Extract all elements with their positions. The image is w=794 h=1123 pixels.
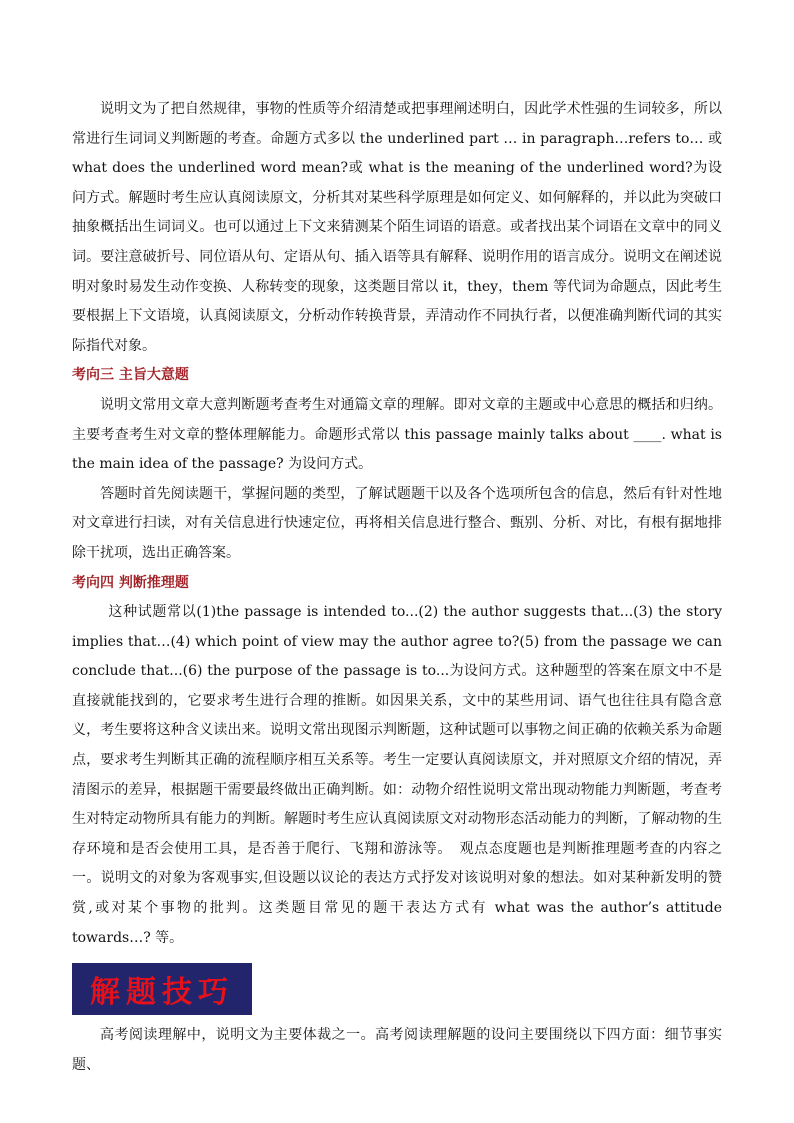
section-heading-main-idea: 考向三 主旨大意题	[72, 367, 189, 384]
paragraph-main-idea: 说明文常用文章大意判断题考查考生对通篇文章的理解。即对文章的主题或中心意思的概括和归纳。主要考查考生对文章的整体理解能力。命题形式常以 this passage mainly talks about ____. what is the main idea of the passage? 为设问方式。	[72, 396, 722, 473]
section-heading-inference: 考向四 判断推理题	[72, 574, 189, 591]
paragraph-vocabulary: 说明文为了把自然规律，事物的性质等介绍清楚或把事理阐述明白，因此学术性强的生词较多，所以常进行生词词义判断题的考查。命题方式多以 the underlined part … in paragraph…refers to… 或 what does the underlined word mean?或 what is the meaning of the underlined word?为设问方式。解题时考生应认真阅读原文，分析其对某些科学原理是如何定义、如何解释的，并以此为突破口抽象概括出生词词义。也可以通过上下文来猜测某个陌生词语的语意。或者找出某个词语在文章中的同义词。要注意破折号、同位语从句、定语从句、插入语等具有解释、说明作用的语言成分。说明文在阐述说明对象时易发生动作变换、人称转变的现象，这类题目常以 it，they，them 等代词为命题点，因此考生要根据上下文语境，认真阅读原文，分析动作转换背景，弄清动作不同执行者，以便准确判断代词的其实际指代对象。	[72, 101, 722, 354]
paragraph-intro: 高考阅读理解中，说明文为主要体裁之一。高考阅读理解题的设问主要围绕以下四方面：细节事实题、	[72, 1027, 722, 1073]
solving-tips-banner	[72, 963, 252, 1015]
document-page	[72, 95, 722, 1080]
paragraph-inference: 这种试题常以(1)the passage is intended to...(2) the author suggests that...(3) the story implies that…(4) which point of view may the author agree to?(5) from the passage we can conclude that...(6) the purpose of the passage is to...为设问方式。这种题型的答案在原文中不是直接就能找到的，它要求考生进行合理的推断。如因果关系，文中的某些用词、语气也往往具有隐含意义，考生要将这种含义读出来。说明文常出现图示判断题，这种试题可以事物之间正确的依赖关系为命题点，要求考生判断其正确的流程顺序相互关系等。考生一定要认真阅读原文，并对照原文介绍的情况，弄清图示的差异，根据题干需要最终做出正确判断。如：动物介绍性说明文常出现动物能力判断题，考查考生对特定动物所具有能力的判断。解题时考生应认真阅读原文对动物形态活动能力的判断，了解动物的生存环境和是否会使用工具，是否善于爬行、飞翔和游泳等。 观点态度题也是判断推理题考查的内容之一。说明文的对象为客观事实,但设题以议论的表达方式抒发对该说明对象的想法。如对某种新发明的赞赏,或对某个事物的批判。这类题目常见的题干表达方式有 what was the author’s attitude towards…? 等。	[72, 604, 722, 946]
paragraph-answer-steps: 答题时首先阅读题干，掌握问题的类型，了解试题题干以及各个选项所包含的信息，然后有针对性地对文章进行扫读，对有关信息进行快速定位，再将相关信息进行整合、甄别、分析、对比，有根有据地排除干扰项，选出正确答案。	[72, 485, 722, 561]
solving-tips-banner-text: 解题技巧	[90, 975, 234, 1011]
